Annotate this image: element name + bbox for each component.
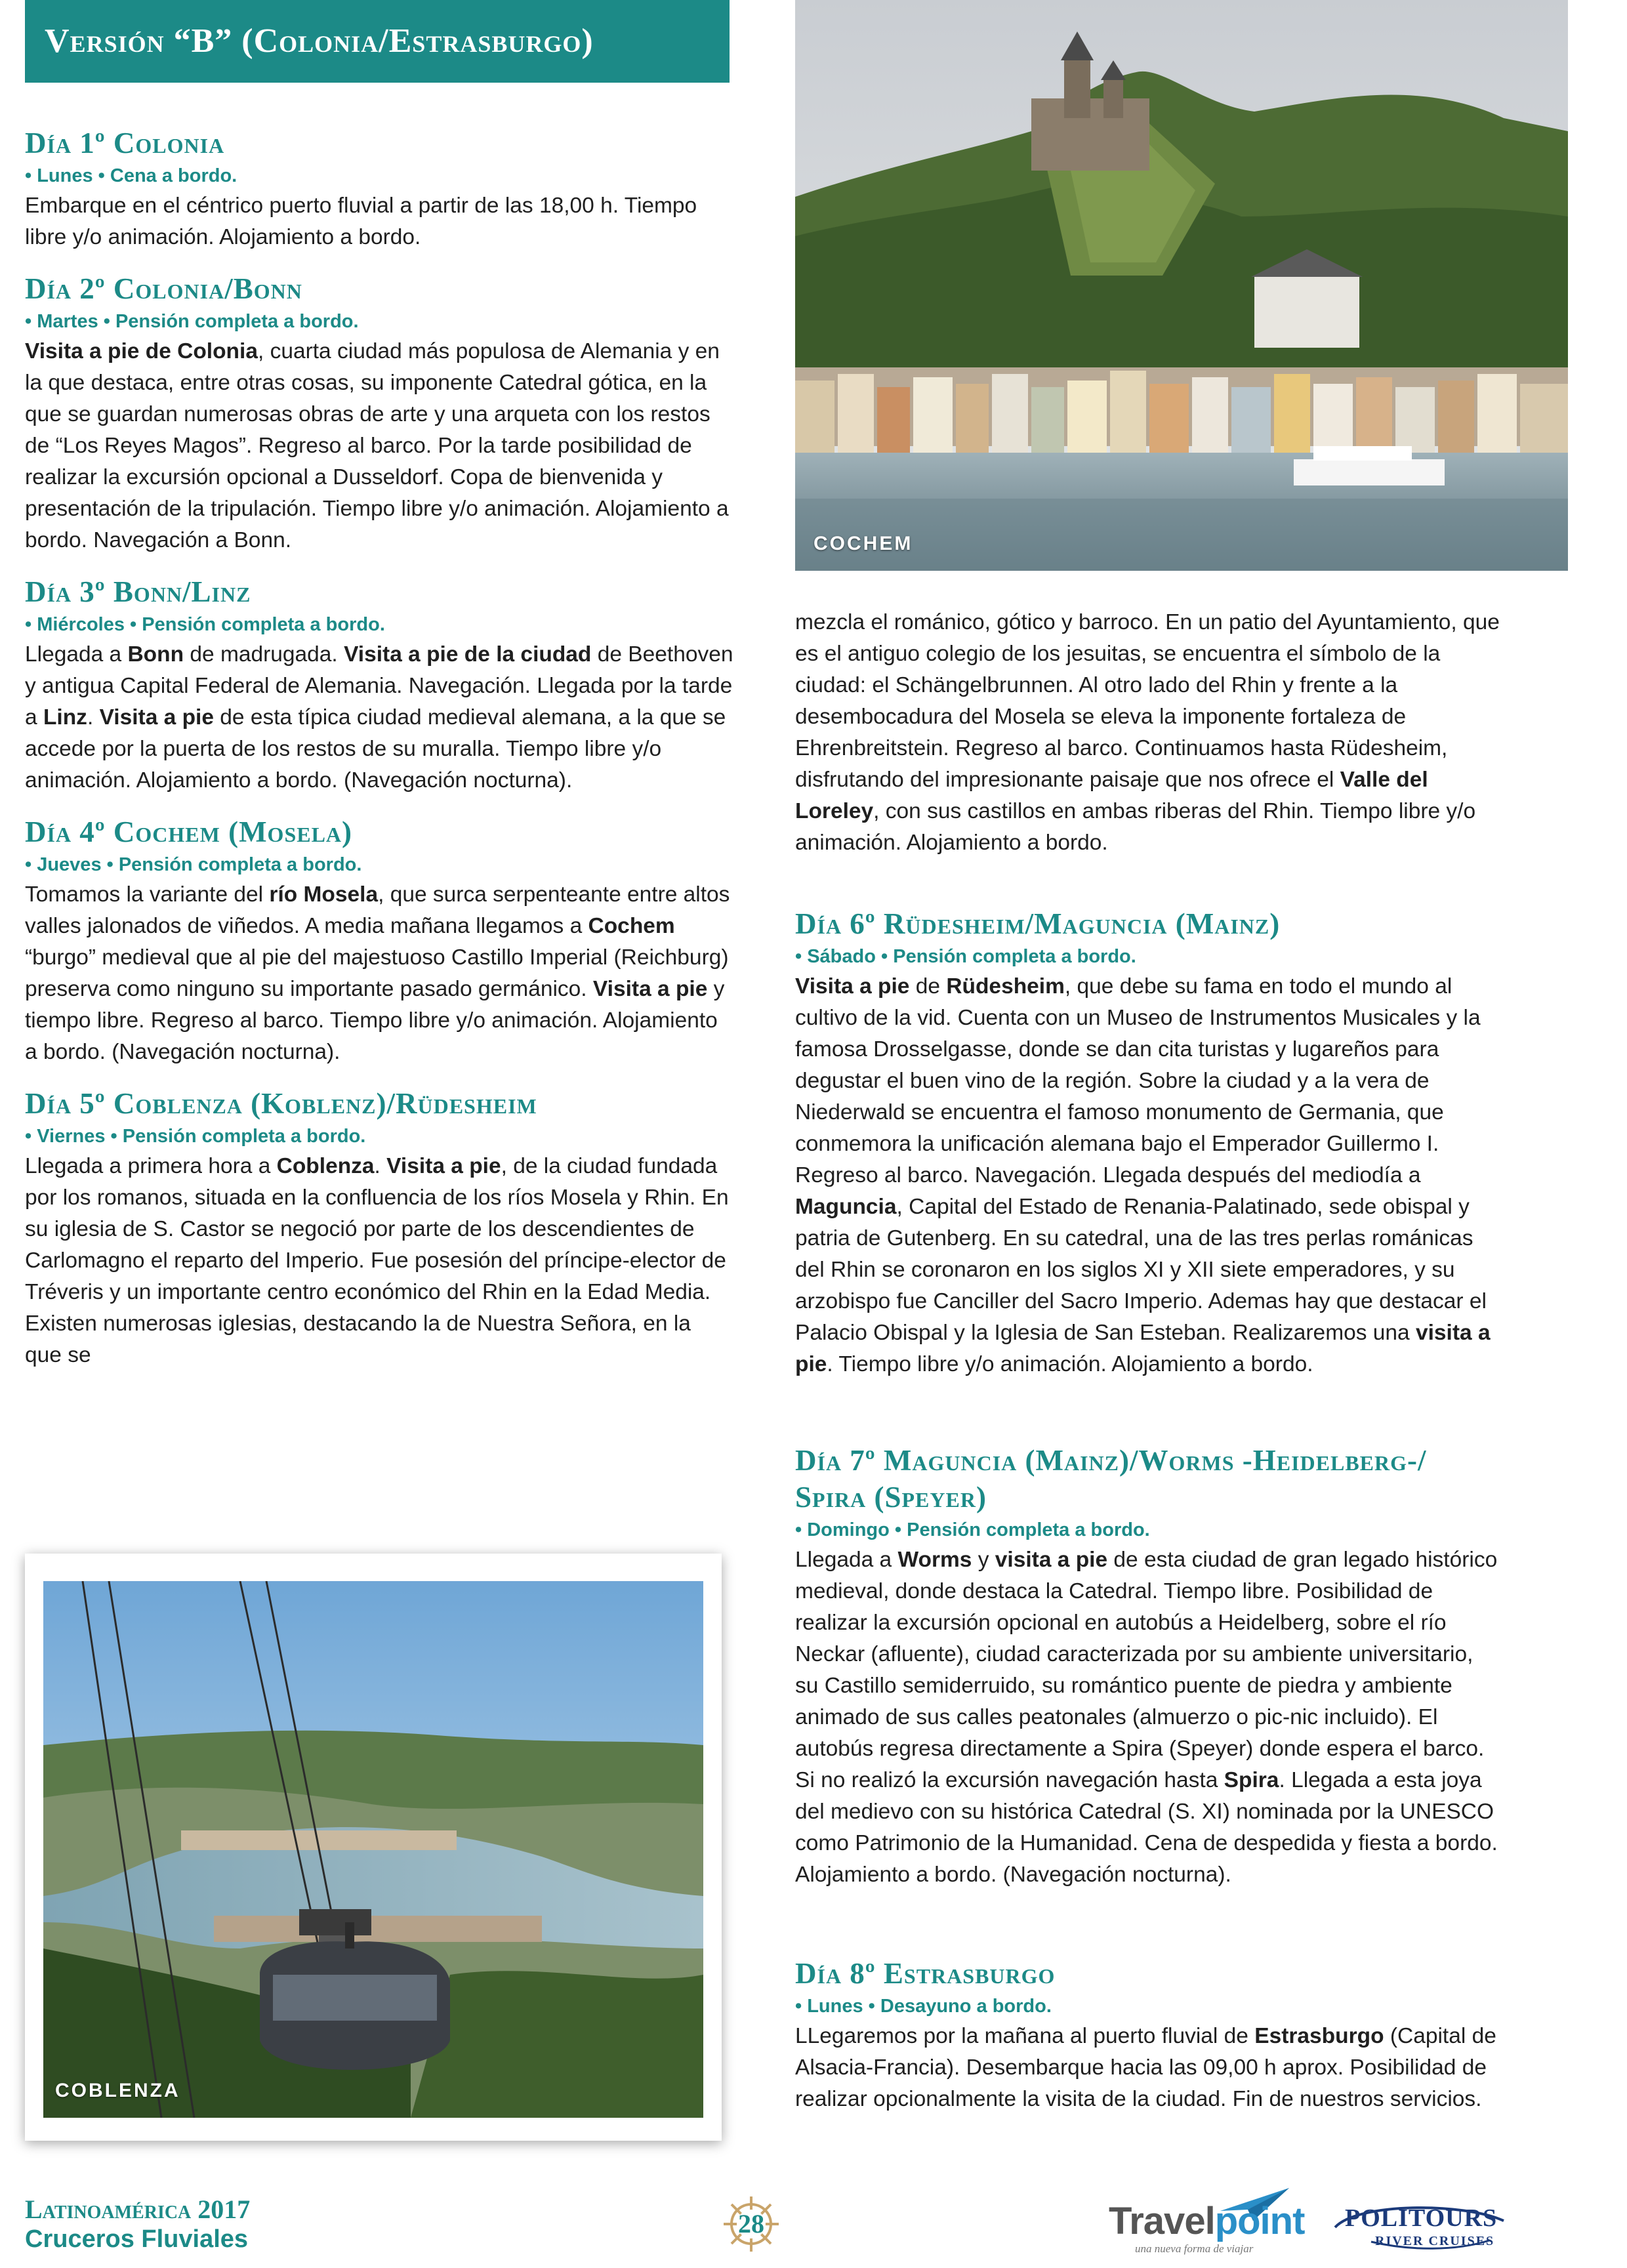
day-subtitle: • Lunes • Cena a bordo. [25,165,237,186]
coblenza-photo [43,1581,703,2118]
day-subtitle: • Martes • Pensión completa a bordo. [25,311,359,332]
day-5-continued [795,607,1502,859]
right-continuation [795,607,1502,863]
day-title: Día 1º Colonia [25,127,225,159]
day-body: Visita a pie de Colonia, cuarta ciudad más populosa de Alemania y en la que destaca, entre otras cosas, su imponente Catedral gótica, en la que se guardan numerosas obras de arte y una arqueta con los restos de “Los Reyes Magos”. Regreso al barco. Por la tarde posibilidad de realizar la excursión opcional a Dusseldorf. Copa de bienvenida y presentación de la tripulación. Tiempo libre y/o animación. Alojamiento a bordo. Navegación a Bonn. [25,339,729,552]
day-subtitle: • Miércoles • Pensión completa a bordo. [25,614,385,635]
day-title: Día 6º Rüdesheim/Maguncia (Mainz) [795,907,1281,940]
day-body: mezcla el románico, gótico y barroco. En un patio del Ayuntamiento, que es el antiguo colegio de los jesuitas, se encuentra el símbolo de la ciudad: el Schängelbrunnen. Al otro lado del Rhin y frente a la desembocadura del Mosela se eleva la imponente fortaleza de Ehrenbreitstein. Regreso al barco. Continuamos hasta Rüdesheim, disfrutando del impresionante paisaje que nos ofrece el Valle del Loreley, con sus castillos en ambas riberas del Rhin. Tiempo libre y/o animación. Alojamiento a bordo. [795,610,1500,855]
day-title: Día 8º Estrasburgo [795,1957,1056,1990]
footer-publication [25,2195,250,2254]
day-body: Llegada a Worms y visita a pie de esta ciudad de gran legado histórico medieval, donde destaca la Catedral. Tiempo libre. Posibilidad de realizar la excursión opcional en autobús a Heidelberg, sobre el río Neckar (afluente), ciudad caracterizada por su ambiente universitario, su Castillo semiderruido, su romántico puente de piedra y ambiente animado de sus calles peatonales (almuerzo o pic-nic incluido). El autobús regresa directamente a Spira (Speyer) donde espera el barco. Si no realizó la excursión navegación hasta Spira. Llegada a esta joya del medievo con su histórica Catedral (S. XI) nominada por la UNESCO como Patrimonio de la Humanidad. Cena de despedida y fiesta a bordo. Alojamiento a bordo. (Navegación nocturna). [795,1548,1498,1887]
day-subtitle: • Jueves • Pensión completa a bordo. [25,854,362,875]
politours-logo [1332,2201,1509,2254]
right-column-day-7 [795,1442,1502,1895]
day-7 [795,1442,1502,1891]
day-2 [25,270,733,556]
footer-line-1: Latinoamérica 2017 [25,2195,251,2224]
day-title: Día 2º Colonia/Bonn [25,272,302,305]
day-6 [795,905,1502,1380]
travelpoint-tagline: una nueva forma de viajar [1135,2242,1254,2255]
cochem-caption: COCHEM [814,533,913,554]
travelpoint-wordmark: Travelpoint [1109,2200,1305,2242]
footer-line-2: Cruceros Fluviales [25,2225,249,2253]
section-banner [25,0,730,83]
section-title: Versión “B” (Colonia/Estrasburgo) [45,22,594,60]
day-8 [795,1955,1502,2115]
politours-wordmark: POLITOURS [1345,2204,1498,2232]
day-body: Llegada a primera hora a Coblenza. Visita a pie, de la ciudad fundada por los romanos, situada en la confluencia de los ríos Mosela y Rhin. En su iglesia de S. Castor se negoció por parte de los descendientes de Carlomagno el reparto del Imperio. Fue posesión del príncipe-elector de Tréveris y un importante centro económico del Rhin en la Edad Media. Existen numerosas iglesias, destacando la de Nuestra Señora, en la que se [25,1154,729,1367]
day-body: Embarque en el céntrico puerto fluvial a partir de las 18,00 h. Tiempo libre y/o animación. Alojamiento a bordo. [25,194,697,249]
day-body: Llegada a Bonn de madrugada. Visita a pie de la ciudad de Beethoven y antigua Capital Federal de Alemania. Navegación. Llegada por la tarde a Linz. Visita a pie de esta típica ciudad medieval alemana, a la que se accede por la puerta de los restos de su muralla. Tiempo libre y/o animación. Alojamiento a bordo. (Navegación nocturna). [25,642,733,793]
day-1 [25,125,733,253]
travelpoint-logo [1109,2185,1306,2257]
right-column-day-8 [795,1955,1502,2119]
page-number-badge [712,2191,791,2257]
coblenza-cable-car-image [43,1581,703,2118]
cochem-photo [795,0,1568,571]
day-title: Día 3º Bonn/Linz [25,575,251,608]
day-subtitle: • Viernes • Pensión completa a bordo. [25,1126,366,1147]
day-body: Tomamos la variante del río Mosela, que surca serpenteante entre altos valles jalonados de viñedos. A media mañana llegamos a Cochem “burgo” medieval que al pie del majestuoso Castillo Imperial (Reichburg) preserva como ninguno su importante pasado germánico. Visita a pie y tiempo libre. Regreso al barco. Tiempo libre y/o animación. Alojamiento a bordo. (Navegación nocturna). [25,882,730,1064]
left-column [25,125,733,1375]
page-number: 28 [738,2209,764,2238]
right-column-day-6 [795,905,1502,1384]
day-title: Día 5º Coblenza (Koblenz)/Rüdesheim [25,1087,537,1120]
day-3 [25,573,733,796]
day-subtitle: • Lunes • Desayuno a bordo. [795,1996,1052,2017]
day-4 [25,814,733,1068]
day-body: LLegaremos por la mañana al puerto fluvial de Estrasburgo (Capital de Alsacia-Francia). Desembarque hacia las 09,00 h aprox. Posibilidad de realizar opcionalmente la visita de la ciudad. Fin de nuestros servicios. [795,2024,1496,2111]
day-body: Visita a pie de Rüdesheim, que debe su fama en todo el mundo al cultivo de la vid. Cuenta con un Museo de Instrumentos Musicales y la famosa Drosselgasse, donde se dan cita turistas y lugareños para degustar el buen vino de la región. Sobre la ciudad y a la vera de Niederwald se encuentra el famoso monumento de Germania, que conmemora la unificación alemana bajo el Emperador Guillermo I. Regreso al barco. Navegación. Llegada después del mediodía a Maguncia, Capital del Estado de Renania-Palatinado, sede obispal y patria de Gutenberg. En su catedral, una de las tres perlas románicas del Rhin se coronaron en los siglos XI y XII siete emperadores, y su arzobispo fue Canciller del Sacro Imperio. Ademas hay que destacar el Palacio Obispal y la Iglesia de San Esteban. Realizaremos una visita a pie. Tiempo libre y/o animación. Alojamiento a bordo. [795,974,1491,1376]
politours-subtitle: RIVER CRUISES [1375,2234,1495,2248]
day-subtitle: • Domingo • Pensión completa a bordo. [795,1519,1150,1540]
day-title: Día 4º Cochem (Mosela) [25,815,353,848]
coblenza-photo-frame [25,1554,722,2141]
day-5 [25,1085,733,1371]
day-subtitle: • Sábado • Pensión completa a bordo. [795,946,1136,967]
coblenza-caption: COBLENZA [55,2080,180,2101]
day-title: Día 7º Maguncia (Mainz)/Worms -Heidelberg-/ Spira (Speyer) [795,1444,1427,1514]
cochem-landscape-image [795,0,1568,571]
